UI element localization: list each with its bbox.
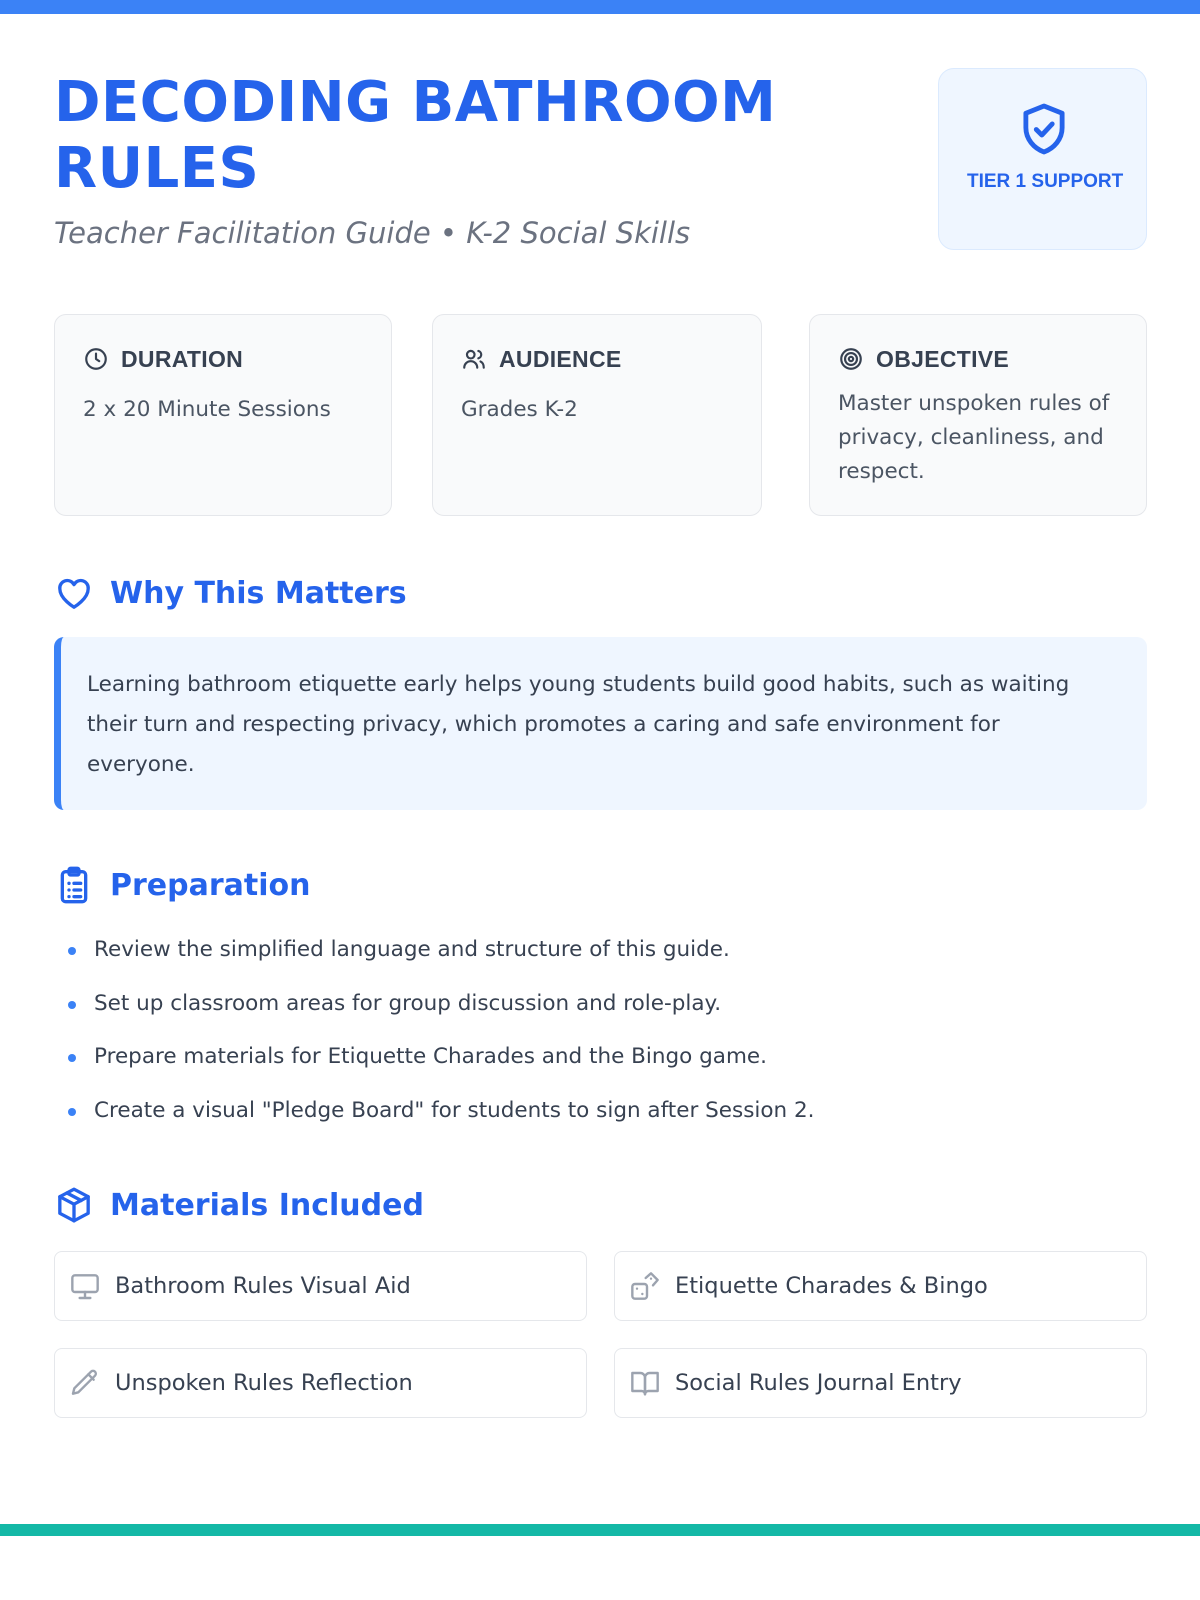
- pencil-icon: [69, 1367, 101, 1399]
- section-title: Materials Included: [110, 1187, 424, 1223]
- list-item-text: Review the simplified language and structure of this guide.: [94, 937, 730, 962]
- list-item-text: Prepare materials for Etiquette Charades and the Bingo game.: [94, 1044, 767, 1069]
- book-open-icon: [629, 1367, 661, 1399]
- page-subtitle: Teacher Facilitation Guide • K-2 Social Skills: [54, 216, 691, 250]
- tier-badge-label: TIER 1 SUPPORT: [967, 171, 1124, 192]
- material-label: Bathroom Rules Visual Aid: [115, 1273, 411, 1299]
- clipboard-list-icon: [54, 865, 94, 905]
- section-heading-preparation: [54, 863, 310, 907]
- bullet-icon: [68, 1001, 76, 1009]
- info-card-label: OBJECTIVE: [876, 345, 1010, 372]
- list-item-text: Set up classroom areas for group discussion and role-play.: [94, 990, 722, 1016]
- info-card-value: Grades K-2: [461, 397, 578, 422]
- users-icon: [461, 346, 487, 372]
- material-label: Social Rules Journal Entry: [675, 1370, 962, 1396]
- heart-icon: [54, 573, 94, 613]
- page-title: DECODING BATHROOM RULES: [54, 70, 777, 201]
- material-item: [54, 1348, 587, 1418]
- tier-badge: [938, 68, 1147, 250]
- material-item: [614, 1251, 1147, 1321]
- info-card-label: DURATION: [121, 345, 244, 372]
- info-card-header: [838, 345, 1009, 373]
- section-heading-materials: [54, 1183, 424, 1227]
- package-icon: [54, 1185, 94, 1225]
- section-title: Why This Matters: [110, 575, 407, 611]
- guide-page: [54, 0, 1147, 1520]
- target-icon: [838, 346, 864, 372]
- info-card-audience: [432, 314, 762, 516]
- bullet-icon: [68, 1054, 76, 1062]
- info-card-header: [83, 345, 243, 373]
- material-item: [54, 1251, 587, 1321]
- material-item: [614, 1348, 1147, 1418]
- list-item: [68, 980, 1138, 1034]
- material-label: Unspoken Rules Reflection: [115, 1370, 413, 1396]
- dice-icon: [629, 1270, 661, 1302]
- why-callout: [54, 637, 1147, 810]
- list-item: [68, 1087, 1138, 1141]
- list-item: [68, 1033, 1138, 1087]
- why-text: Learning bathroom etiquette early helps young students build good habits, such as waiting their turn and respecting privacy, which promotes a caring and safe environment for everyone.: [87, 672, 1070, 777]
- clock-icon: [83, 346, 109, 372]
- preparation-list: [68, 926, 1138, 1140]
- bullet-icon: [68, 1108, 76, 1116]
- monitor-icon: [69, 1270, 101, 1302]
- info-card-value: Master unspoken rules of privacy, cleanliness, and respect.: [838, 391, 1110, 484]
- section-title: Preparation: [110, 867, 311, 903]
- section-heading-why: [54, 571, 407, 615]
- material-label: Etiquette Charades & Bingo: [675, 1273, 988, 1299]
- info-card-value: 2 x 20 Minute Sessions: [83, 397, 331, 422]
- info-card-label: AUDIENCE: [499, 345, 622, 372]
- list-item-text: Create a visual "Pledge Board" for students to sign after Session 2.: [94, 1097, 815, 1123]
- info-card-objective: [809, 314, 1147, 516]
- list-item: [68, 926, 1138, 980]
- info-card-header: [461, 345, 622, 373]
- info-card-duration: [54, 314, 392, 516]
- bottom-accent-bar: [0, 1524, 1200, 1536]
- bullet-icon: [68, 947, 76, 955]
- page-header: [54, 70, 1147, 260]
- shield-check-icon: [1015, 97, 1073, 161]
